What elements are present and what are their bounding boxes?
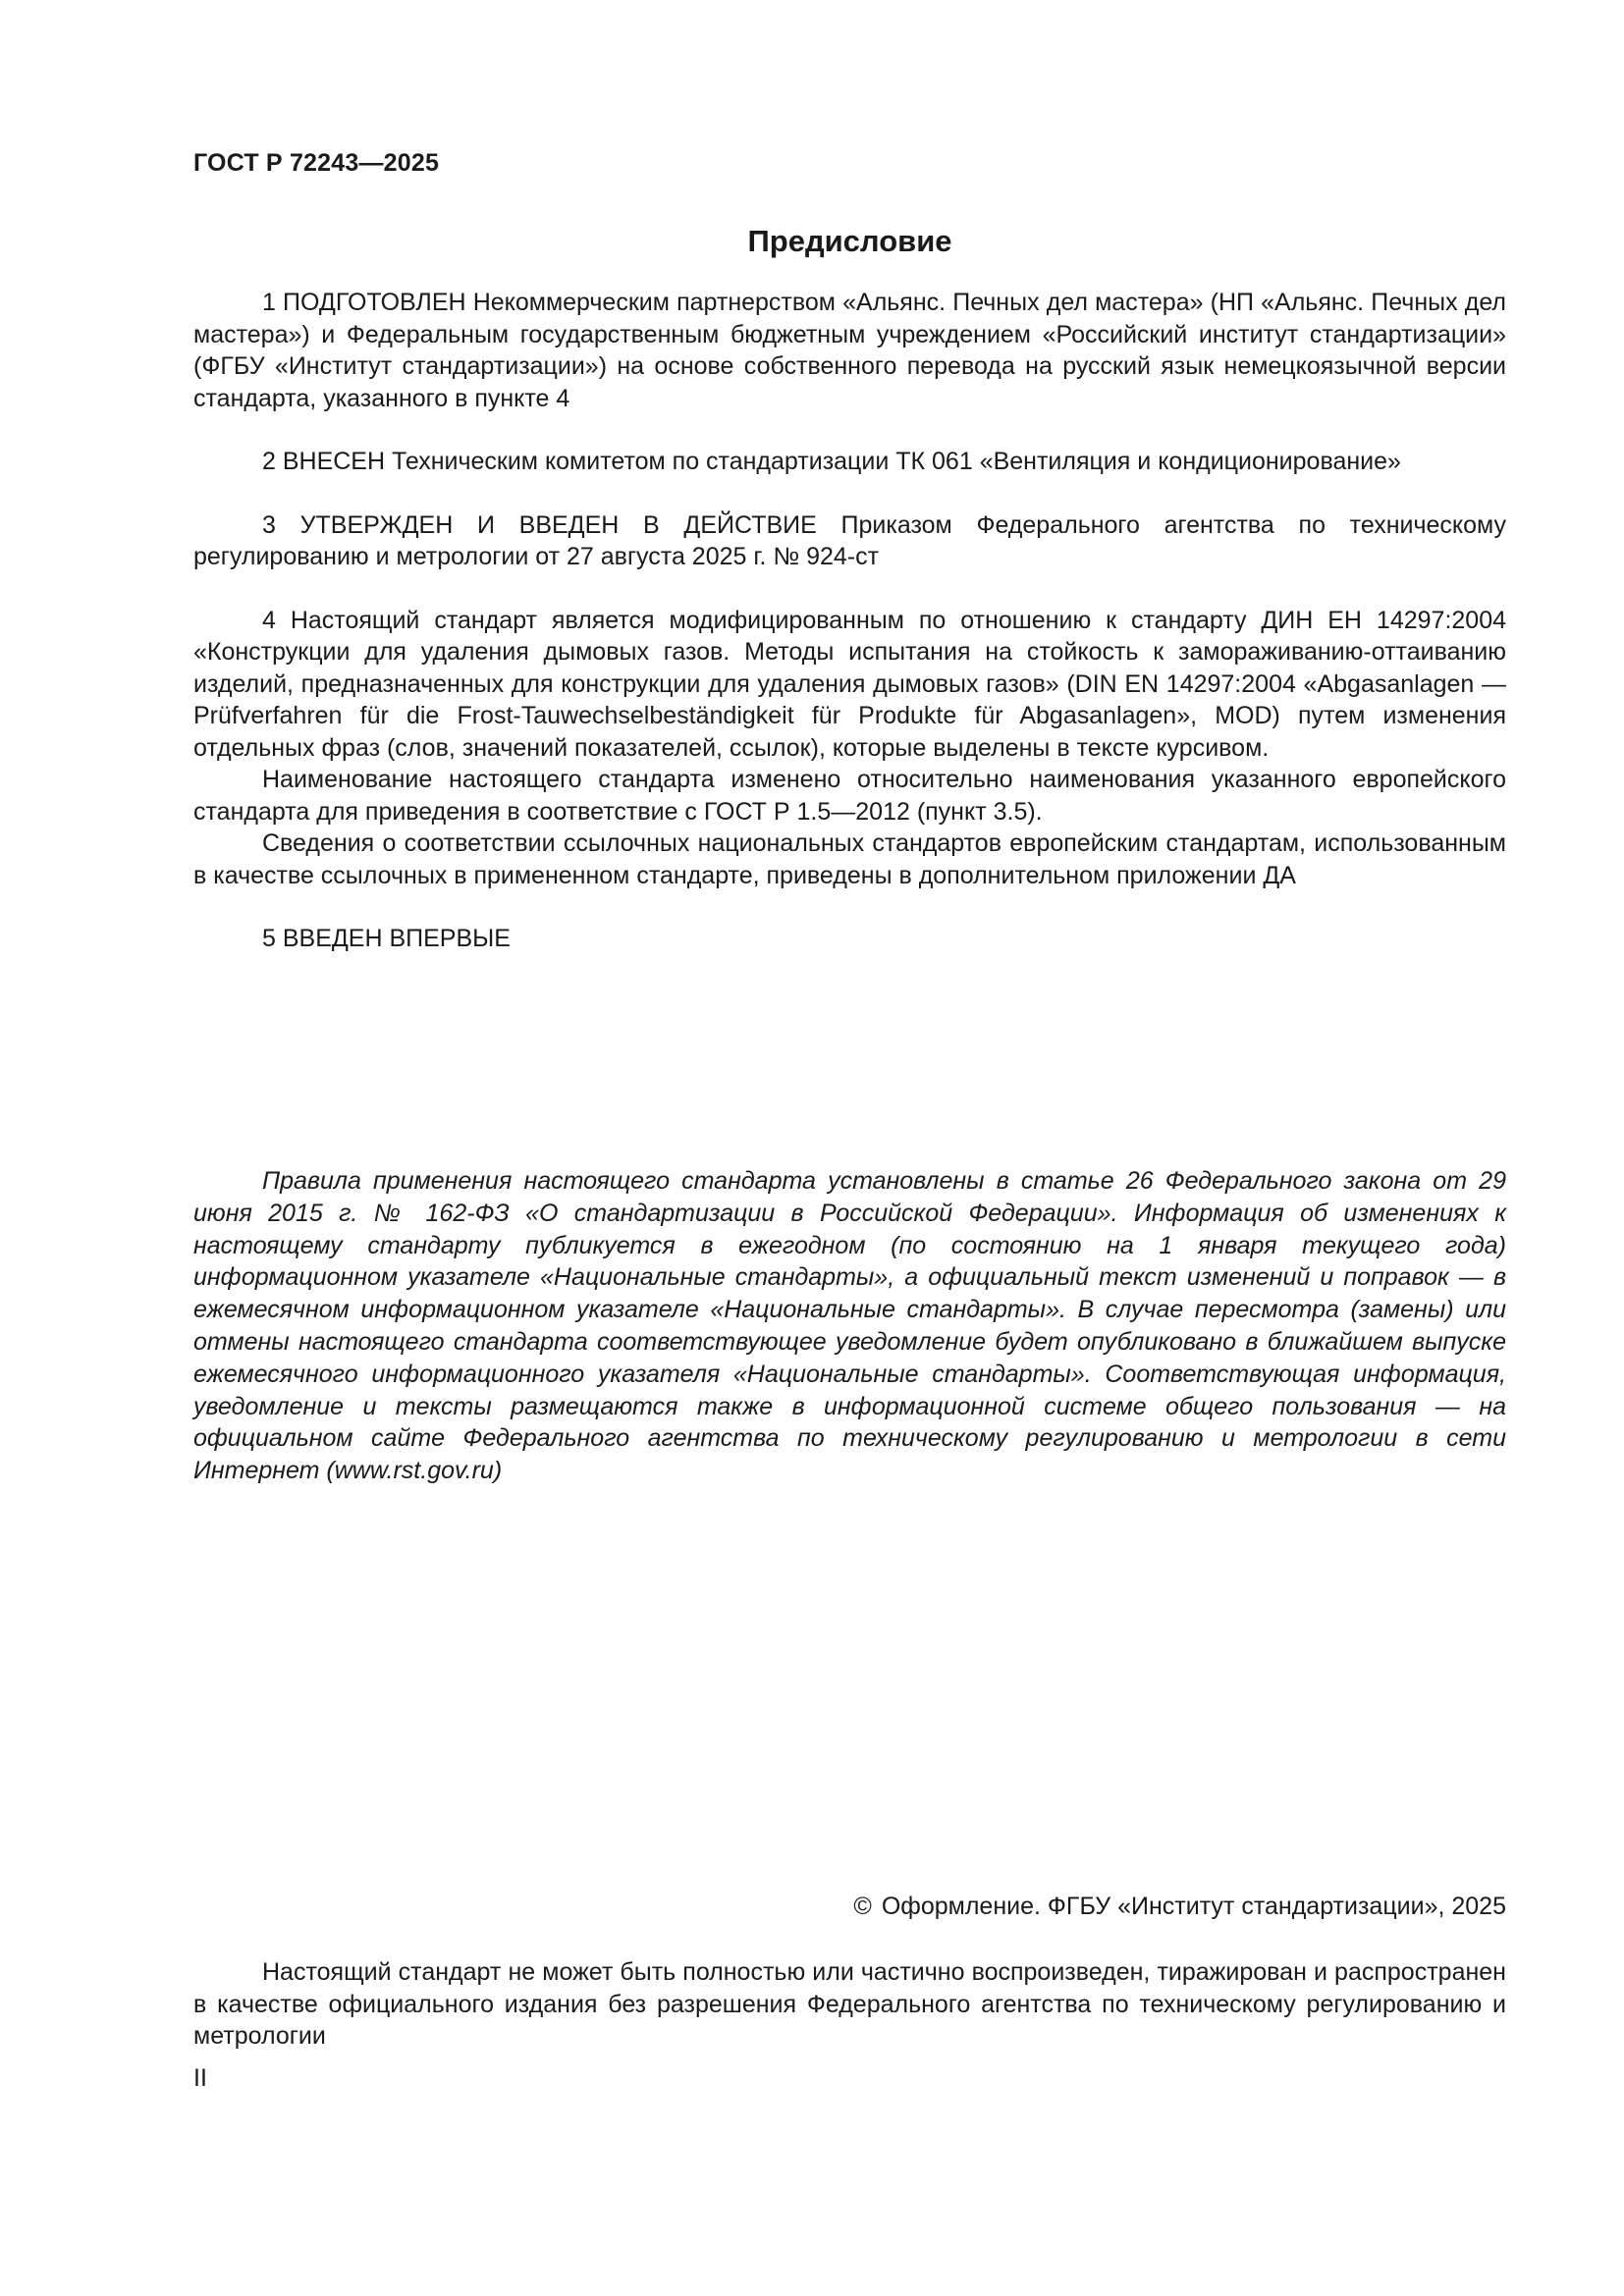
page-number: II [193,2064,207,2092]
page-title: Предисловие [747,224,952,258]
section-5-first-introduced: 5 ВВЕДЕН ВПЕРВЫЕ [262,925,511,952]
application-rules-notice: Правила применения настоящего стандарта установлены в статье 26 Федерального закона от 29 июня 2015 г. № 162-ФЗ «О стандартизации в Российской Федерации». Информация об изменениях к настоящему стандарту публикуется в ежегодном (по состоянию на 1 января текущего года) информационном указателе «Национальные стандарты», а официальный текст изменений и поправок — в ежемесячном информационном указателе «Национальные стандарты». В случае пересмотра (замены) или отмены настоящего стандарта соответствующее уведомление будет опубликовано в ближайшем выпуске ежемесячного информационного указателя «Национальные стандарты». Соответствующая информация, уведомление и тексты размещаются также в информационной системе общего пользования — на официальном сайте Федерального агентства по техническому регулированию и метрологии в сети Интернет (www.rst.gov.ru) [193,1167,1506,1485]
copyright-text: Оформление. ФГБУ «Институт стандартизации», 2025 [881,1893,1506,1920]
section-4-name-change: Наименование настоящего стандарта изменено относительно наименования указанного европейского стандарта для приведения в соответствие с ГОСТ Р 1.5—2012 (пункт 3.5). [193,766,1506,826]
copyright-line [853,1893,1506,1921]
preface-content [193,287,1506,955]
document-id: ГОСТ Р 72243—2025 [193,149,440,177]
section-3-approved: 3 УТВЕРЖДЕН И ВВЕДЕН В ДЕЙСТВИЕ Приказом Федерального агентства по техническому регулированию и метрологии от 27 августа 2025 г. № 924-ст [193,510,1506,570]
section-2-submitted: 2 ВНЕСЕН Техническим комитетом по стандартизации ТК 061 «Вентиляция и кондиционирование» [262,448,1401,475]
section-4-modification: 4 Настоящий стандарт является модифицированным по отношению к стандарту ДИН ЕН 14297:2004 «Конструкции для удаления дымовых газов. Методы испытания на стойкость к замораживанию-оттаиванию изделий, предназначенных для конструкции для удаления дымовых газов» (DIN EN 14297:2004 «Abgasanlagen — Prüfverfahren für die Frost-Tauwechselbeständigkeit für Produkte für Abgasanlagen», MOD) путем изменения отдельных фраз (слов, значений показателей, ссылок), которые выделены в тексте курсивом. [193,606,1506,762]
copyright-symbol: © [853,1893,872,1920]
reproduction-disclaimer: Настоящий стандарт не может быть полностью или частично воспроизведен, тиражирован и распространен в качестве официального издания без разрешения Федерального агентства по техническому регулированию и метрологии [193,1958,1506,2050]
section-1-prepared: 1 ПОДГОТОВЛЕН Некоммерческим партнерством «Альянс. Печных дел мастера» (НП «Альянс. Печных дел мастера») и Федеральным государственным бюджетным учреждением «Российский институт стандартизации» (ФГБУ «Институт стандартизации») на основе собственного перевода на русский язык немецкоязычной версии стандарта, указанного в пункте 4 [193,289,1506,412]
section-4-references: Сведения о соответствии ссылочных национальных стандартов европейским стандартам, использованным в качестве ссылочных в примененном стандарте, приведены в дополнительном приложении ДА [193,829,1506,889]
